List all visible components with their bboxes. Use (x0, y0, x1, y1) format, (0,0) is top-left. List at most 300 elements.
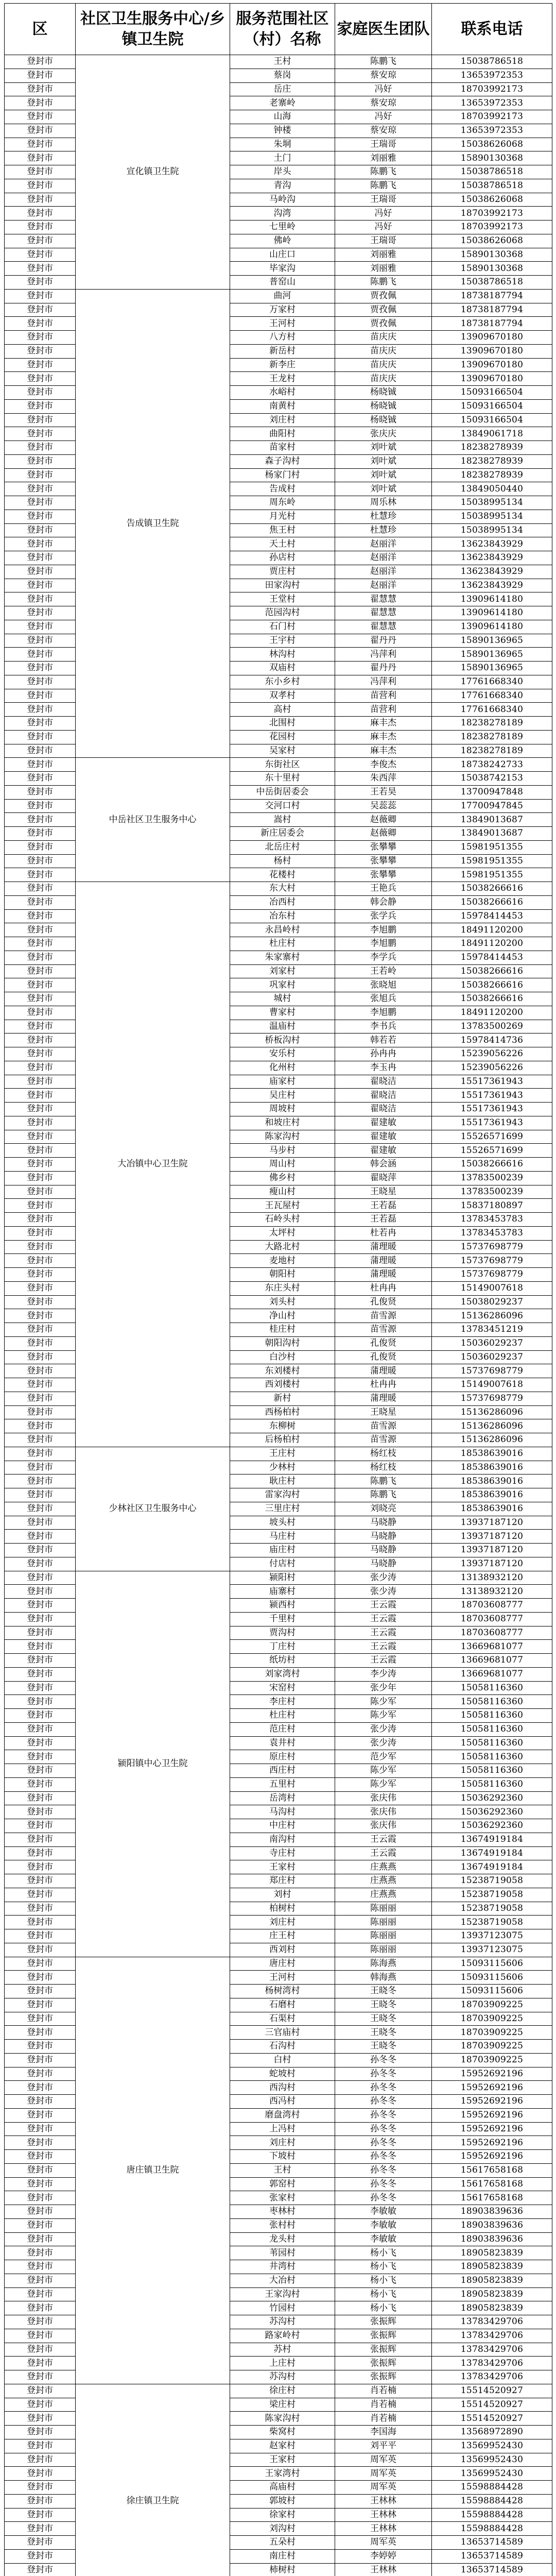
district-cell: 登封市 (5, 1860, 76, 1874)
village-cell: 太坪村 (230, 1226, 335, 1240)
village-cell: 刘头村 (230, 1295, 335, 1309)
village-cell: 吴庄村 (230, 1089, 335, 1103)
phone-cell: 15093115606 (432, 1971, 552, 1985)
table-body (5, 55, 552, 2576)
village-cell: 南黄村 (230, 399, 335, 413)
district-cell: 登封市 (5, 551, 76, 565)
district-cell: 登封市 (5, 1213, 76, 1227)
district-cell: 登封市 (5, 703, 76, 717)
team-cell: 杨小飞 (335, 2301, 432, 2315)
district-cell: 登封市 (5, 1116, 76, 1130)
team-cell: 翟慧慧 (335, 606, 432, 620)
team-cell: 杜慧珍 (335, 523, 432, 537)
team-cell: 周军英 (335, 2453, 432, 2467)
phone-cell: 18238278939 (432, 454, 552, 468)
team-cell: 孔俊贤 (335, 1350, 432, 1364)
phone-cell: 13669681077 (432, 1654, 552, 1668)
phone-cell: 17761668340 (432, 689, 552, 703)
district-cell: 登封市 (5, 2384, 76, 2398)
village-cell: 苗家村 (230, 441, 335, 455)
village-cell: 张村村 (230, 2218, 335, 2232)
phone-cell: 15058116360 (432, 1681, 552, 1695)
district-cell: 登封市 (5, 289, 76, 303)
team-cell: 张振辉 (335, 2329, 432, 2343)
village-cell: 永昌岭村 (230, 923, 335, 937)
phone-cell: 13669681077 (432, 1667, 552, 1681)
village-cell: 坡头村 (230, 1516, 335, 1530)
phone-cell: 15038626068 (432, 193, 552, 207)
phone-cell: 13568972890 (432, 2426, 552, 2439)
village-cell: 青沟 (230, 179, 335, 193)
village-cell: 唐庄村 (230, 1957, 335, 1971)
table-row (5, 2384, 552, 2398)
district-cell: 登封市 (5, 1075, 76, 1089)
village-cell: 佛岭 (230, 234, 335, 248)
phone-cell: 15038742153 (432, 772, 552, 786)
team-cell: 吴蕊蕊 (335, 799, 432, 813)
team-cell: 翟晓萍 (335, 1171, 432, 1185)
district-cell: 登封市 (5, 854, 76, 868)
team-cell: 王林林 (335, 2494, 432, 2508)
team-cell: 张旭兵 (335, 992, 432, 1006)
village-cell: 苏沟村 (230, 2370, 335, 2384)
phone-cell: 13653972353 (432, 69, 552, 82)
team-cell: 苗营利 (335, 689, 432, 703)
phone-cell: 18703909225 (432, 2012, 552, 2026)
team-cell: 陈鹏飞 (335, 1475, 432, 1488)
team-cell: 蒲理暖 (335, 1268, 432, 1282)
district-cell: 登封市 (5, 1378, 76, 1392)
phone-cell: 18905823839 (432, 2274, 552, 2287)
district-cell: 登封市 (5, 2012, 76, 2026)
team-cell: 陈少军 (335, 1777, 432, 1791)
village-cell: 马步村 (230, 1144, 335, 1158)
district-cell: 登封市 (5, 55, 76, 69)
phone-cell: 15093166504 (432, 399, 552, 413)
phone-cell: 18905823839 (432, 2260, 552, 2274)
phone-cell: 17761668340 (432, 675, 552, 689)
team-cell: 肖若楠 (335, 2384, 432, 2398)
phone-cell: 18238278189 (432, 717, 552, 731)
team-cell: 李国海 (335, 2426, 432, 2439)
team-cell: 蔡安琼 (335, 124, 432, 138)
phone-cell: 13783500239 (432, 1171, 552, 1185)
team-cell: 李俊杰 (335, 758, 432, 772)
team-cell: 周军英 (335, 2536, 432, 2550)
team-cell: 李旭鹏 (335, 937, 432, 951)
district-cell: 登封市 (5, 1103, 76, 1116)
team-cell: 翟丹丹 (335, 662, 432, 675)
district-cell: 登封市 (5, 1199, 76, 1213)
phone-cell: 18905823839 (432, 2287, 552, 2301)
village-cell: 岸头 (230, 165, 335, 179)
phone-cell: 18538639016 (432, 1502, 552, 1516)
village-cell: 杨家门村 (230, 468, 335, 482)
phone-cell: 13909670180 (432, 372, 552, 386)
team-cell: 杜慧珍 (335, 510, 432, 523)
phone-cell: 17761668340 (432, 703, 552, 717)
district-cell: 登封市 (5, 1254, 76, 1268)
village-cell: 孙店村 (230, 551, 335, 565)
team-cell: 王若磊 (335, 1213, 432, 1227)
village-cell: 苇园村 (230, 2246, 335, 2260)
team-cell: 冯好 (335, 82, 432, 96)
district-cell: 登封市 (5, 2108, 76, 2122)
district-cell: 登封市 (5, 2549, 76, 2563)
phone-cell: 18903839636 (432, 2218, 552, 2232)
district-cell: 登封市 (5, 1295, 76, 1309)
center-name-cell: 徐庄镇卫生院 (76, 2384, 230, 2576)
district-cell: 登封市 (5, 1681, 76, 1695)
team-cell: 杨晓铖 (335, 413, 432, 427)
village-cell: 森子沟村 (230, 454, 335, 468)
district-cell: 登封市 (5, 2067, 76, 2081)
team-cell: 陈鹏飞 (335, 1488, 432, 1502)
village-cell: 佛乡村 (230, 1171, 335, 1185)
team-cell: 刘叶斌 (335, 454, 432, 468)
village-cell: 柏树村 (230, 1902, 335, 1916)
village-cell: 八方村 (230, 331, 335, 345)
district-cell: 登封市 (5, 2232, 76, 2246)
village-cell: 石渠村 (230, 2012, 335, 2026)
village-cell: 王庄村 (230, 1447, 335, 1461)
village-cell: 化州村 (230, 1061, 335, 1075)
district-cell: 登封市 (5, 634, 76, 648)
village-cell: 西冯村 (230, 2095, 335, 2109)
village-cell: 袁井村 (230, 1736, 335, 1750)
phone-cell: 15038266616 (432, 895, 552, 909)
village-cell: 千里村 (230, 1612, 335, 1626)
team-cell: 苗庆庆 (335, 344, 432, 358)
phone-cell: 15598884428 (432, 2522, 552, 2536)
district-cell: 登封市 (5, 1364, 76, 1378)
district-cell: 登封市 (5, 2246, 76, 2260)
center-name-cell: 宣化镇卫生院 (76, 55, 230, 290)
district-cell: 登封市 (5, 2122, 76, 2136)
team-cell: 李婷婷 (335, 2549, 432, 2563)
phone-cell: 13937187120 (432, 1544, 552, 1557)
district-cell: 登封市 (5, 1957, 76, 1971)
district-cell: 登封市 (5, 2343, 76, 2357)
district-cell: 登封市 (5, 110, 76, 124)
district-cell: 登封市 (5, 964, 76, 978)
phone-cell: 15036292360 (432, 1819, 552, 1833)
village-cell: 东刘楼村 (230, 1364, 335, 1378)
district-cell: 登封市 (5, 2536, 76, 2550)
phone-cell: 13674919184 (432, 1833, 552, 1846)
village-cell: 北岳庄村 (230, 840, 335, 854)
team-cell: 王若磊 (335, 1199, 432, 1213)
phone-cell: 15890130368 (432, 262, 552, 276)
team-cell: 孙冬冬 (335, 2122, 432, 2136)
phone-cell: 13783429706 (432, 2343, 552, 2357)
phone-cell: 15238719058 (432, 1888, 552, 1902)
center-name-cell: 颍阳镇中心卫生院 (76, 1571, 230, 1957)
district-cell: 登封市 (5, 1571, 76, 1585)
phone-cell: 13569952430 (432, 2467, 552, 2481)
village-cell: 老寨岭 (230, 96, 335, 110)
team-cell: 张攀攀 (335, 840, 432, 854)
phone-cell: 13569952430 (432, 2439, 552, 2453)
district-cell: 登封市 (5, 2040, 76, 2054)
phone-cell: 13849013687 (432, 827, 552, 841)
village-cell: 毕家沟 (230, 262, 335, 276)
district-cell: 登封市 (5, 1764, 76, 1778)
team-cell: 孙冬冬 (335, 2053, 432, 2067)
team-cell: 王晓冬 (335, 2040, 432, 2054)
team-cell: 杨红枝 (335, 1447, 432, 1461)
village-cell: 桥板沟村 (230, 1033, 335, 1047)
team-cell: 蒲理暖 (335, 1364, 432, 1378)
village-cell: 苏沟村 (230, 2315, 335, 2329)
team-cell: 冯萍利 (335, 675, 432, 689)
phone-cell: 15981951355 (432, 854, 552, 868)
phone-cell: 15058116360 (432, 1695, 552, 1709)
phone-cell: 15737698779 (432, 1392, 552, 1405)
district-cell: 登封市 (5, 1667, 76, 1681)
village-cell: 枣林村 (230, 2205, 335, 2219)
village-cell: 刘家村 (230, 964, 335, 978)
team-cell: 李学兵 (335, 951, 432, 964)
district-cell: 登封市 (5, 2191, 76, 2205)
phone-cell: 15036292360 (432, 1805, 552, 1819)
village-cell: 周东岭 (230, 496, 335, 510)
phone-cell: 13849050440 (432, 482, 552, 496)
phone-cell: 15036029237 (432, 1350, 552, 1364)
column-header-district: 区 (5, 4, 76, 55)
village-cell: 柿树村 (230, 2563, 335, 2576)
team-cell: 冯好 (335, 221, 432, 234)
team-cell: 李少涛 (335, 1667, 432, 1681)
village-cell: 东十里村 (230, 772, 335, 786)
phone-cell: 18905823839 (432, 2301, 552, 2315)
village-cell: 梁庄村 (230, 2398, 335, 2412)
village-cell: 中岳街居委会 (230, 785, 335, 799)
village-cell: 中庄村 (230, 1819, 335, 1833)
village-cell: 嵩村 (230, 813, 335, 827)
village-cell: 杜庄村 (230, 1709, 335, 1723)
team-cell: 张学兵 (335, 909, 432, 923)
phone-cell: 18238278939 (432, 468, 552, 482)
district-cell: 登封市 (5, 331, 76, 345)
district-cell: 登封市 (5, 2095, 76, 2109)
team-cell: 马晓静 (335, 1557, 432, 1571)
district-cell: 登封市 (5, 2274, 76, 2287)
phone-cell: 15036029237 (432, 1336, 552, 1350)
phone-cell: 15952692196 (432, 2081, 552, 2095)
phone-cell: 18703992173 (432, 110, 552, 124)
team-cell: 李旭鹏 (335, 923, 432, 937)
team-cell: 朱西萍 (335, 772, 432, 786)
team-cell: 陈少军 (335, 1709, 432, 1723)
team-cell: 张少涛 (335, 1722, 432, 1736)
district-cell: 登封市 (5, 1475, 76, 1488)
team-cell: 贾孜佩 (335, 317, 432, 331)
district-cell: 登封市 (5, 1350, 76, 1364)
phone-cell: 13909614180 (432, 592, 552, 606)
district-cell: 登封市 (5, 620, 76, 634)
team-cell: 蔡安琼 (335, 96, 432, 110)
village-cell: 贾庄村 (230, 565, 335, 579)
team-cell: 杨红枝 (335, 1461, 432, 1475)
district-cell: 登封市 (5, 2315, 76, 2329)
phone-cell: 15093166504 (432, 413, 552, 427)
team-cell: 王云霞 (335, 1654, 432, 1668)
village-cell: 温庙村 (230, 1020, 335, 1033)
phone-cell: 15517361943 (432, 1075, 552, 1089)
phone-cell: 13653714589 (432, 2549, 552, 2563)
phone-cell: 13783429706 (432, 2315, 552, 2329)
village-cell: 和坡庄村 (230, 1116, 335, 1130)
village-cell: 马沟村 (230, 1805, 335, 1819)
phone-cell: 15239056226 (432, 1061, 552, 1075)
center-name-cell: 少林社区卫生服务中心 (76, 1447, 230, 1571)
village-cell: 新村 (230, 1392, 335, 1405)
village-cell: 东小乡村 (230, 675, 335, 689)
team-cell: 张庆伟 (335, 1819, 432, 1833)
district-cell: 登封市 (5, 1488, 76, 1502)
district-cell: 登封市 (5, 992, 76, 1006)
district-cell: 登封市 (5, 1323, 76, 1337)
phone-cell: 15598884428 (432, 2494, 552, 2508)
phone-cell: 18491120200 (432, 937, 552, 951)
team-cell: 肖若楠 (335, 2398, 432, 2412)
district-cell: 登封市 (5, 482, 76, 496)
village-cell: 新庄居委会 (230, 827, 335, 841)
district-cell: 登封市 (5, 1846, 76, 1860)
phone-cell: 15136286096 (432, 1405, 552, 1419)
team-cell: 周军英 (335, 2467, 432, 2481)
team-cell: 王晓星 (335, 1185, 432, 1199)
district-cell: 登封市 (5, 1626, 76, 1640)
village-cell: 南沟村 (230, 1833, 335, 1846)
village-cell: 郑庄村 (230, 1874, 335, 1888)
village-cell: 朱家寨村 (230, 951, 335, 964)
phone-cell: 13909670180 (432, 344, 552, 358)
village-cell: 王宇村 (230, 634, 335, 648)
phone-cell: 13669681077 (432, 1640, 552, 1654)
team-cell: 刘丽雅 (335, 248, 432, 262)
district-cell: 登封市 (5, 923, 76, 937)
district-cell: 登封市 (5, 1791, 76, 1805)
district-cell: 登封市 (5, 565, 76, 579)
district-cell: 登封市 (5, 2398, 76, 2412)
team-cell: 孙冬冬 (335, 2067, 432, 2081)
district-cell: 登封市 (5, 317, 76, 331)
village-cell: 岳庄 (230, 82, 335, 96)
phone-cell: 13783429706 (432, 2357, 552, 2370)
village-cell: 路家岭村 (230, 2329, 335, 2343)
team-cell: 冯好 (335, 110, 432, 124)
phone-cell: 13653714589 (432, 2563, 552, 2576)
district-cell: 登封市 (5, 909, 76, 923)
village-cell: 五里村 (230, 1777, 335, 1791)
village-cell: 钟楼 (230, 124, 335, 138)
village-cell: 花园村 (230, 730, 335, 744)
village-cell: 颍阳村 (230, 1571, 335, 1585)
team-cell: 韩海燕 (335, 1971, 432, 1985)
health-directory-sheet (4, 3, 552, 2576)
district-cell: 登封市 (5, 427, 76, 441)
village-cell: 寺庄村 (230, 1846, 335, 1860)
village-cell: 耿庄村 (230, 1475, 335, 1488)
phone-cell: 18491120200 (432, 923, 552, 937)
team-cell: 孔俊贤 (335, 1336, 432, 1350)
column-header-phone: 联系电话 (432, 4, 552, 55)
district-cell: 登封市 (5, 165, 76, 179)
phone-cell: 18703608777 (432, 1612, 552, 1626)
district-cell: 登封市 (5, 2412, 76, 2426)
team-cell: 王林林 (335, 2508, 432, 2522)
district-cell: 登封市 (5, 468, 76, 482)
district-cell: 登封市 (5, 717, 76, 731)
district-cell: 登封市 (5, 648, 76, 662)
phone-cell: 13569952430 (432, 2453, 552, 2467)
team-cell: 杨小飞 (335, 2260, 432, 2274)
district-cell: 登封市 (5, 1599, 76, 1613)
village-cell: 吴家村 (230, 744, 335, 758)
phone-cell: 15952692196 (432, 2067, 552, 2081)
village-cell: 蛇坡村 (230, 2067, 335, 2081)
team-cell: 陈丽丽 (335, 1943, 432, 1957)
phone-cell: 15136286096 (432, 1419, 552, 1433)
village-cell: 宋窑村 (230, 1681, 335, 1695)
phone-cell: 13849013687 (432, 813, 552, 827)
team-cell: 张庆庆 (335, 427, 432, 441)
column-header-team: 家庭医生团队 (335, 4, 432, 55)
phone-cell: 13674919184 (432, 1860, 552, 1874)
phone-cell: 13783500239 (432, 1185, 552, 1199)
team-cell: 韩会静 (335, 895, 432, 909)
district-cell: 登封市 (5, 1585, 76, 1599)
phone-cell: 15890136965 (432, 662, 552, 675)
village-cell: 高村 (230, 703, 335, 717)
village-cell: 新岳村 (230, 344, 335, 358)
district-cell: 登封市 (5, 785, 76, 799)
district-cell: 登封市 (5, 2522, 76, 2536)
team-cell: 王云霞 (335, 1640, 432, 1654)
phone-cell: 18238278939 (432, 441, 552, 455)
team-cell: 麻丰杰 (335, 717, 432, 731)
team-cell: 杨晓铖 (335, 386, 432, 400)
district-cell: 登封市 (5, 2439, 76, 2453)
village-cell: 双庙村 (230, 662, 335, 675)
table-row (5, 758, 552, 772)
district-cell: 登封市 (5, 1750, 76, 1764)
district-cell: 登封市 (5, 262, 76, 276)
table-row (5, 55, 552, 69)
phone-cell: 13700947848 (432, 785, 552, 799)
team-cell: 赵丽洋 (335, 537, 432, 551)
phone-cell: 18703909225 (432, 2040, 552, 2054)
village-cell: 付店村 (230, 1557, 335, 1571)
village-cell: 双孝村 (230, 689, 335, 703)
district-cell: 登封市 (5, 1502, 76, 1516)
district-cell: 登封市 (5, 69, 76, 82)
team-cell: 翟丹丹 (335, 634, 432, 648)
phone-cell: 15038266616 (432, 978, 552, 992)
phone-cell: 15038266616 (432, 992, 552, 1006)
village-cell: 王堂村 (230, 592, 335, 606)
district-cell: 登封市 (5, 2426, 76, 2439)
district-cell: 登封市 (5, 2053, 76, 2067)
phone-cell: 18538639016 (432, 1461, 552, 1475)
phone-cell: 15093115606 (432, 1985, 552, 1998)
district-cell: 登封市 (5, 1185, 76, 1199)
district-cell: 登封市 (5, 1943, 76, 1957)
team-cell: 杨小飞 (335, 2287, 432, 2301)
village-cell: 安乐村 (230, 1047, 335, 1061)
